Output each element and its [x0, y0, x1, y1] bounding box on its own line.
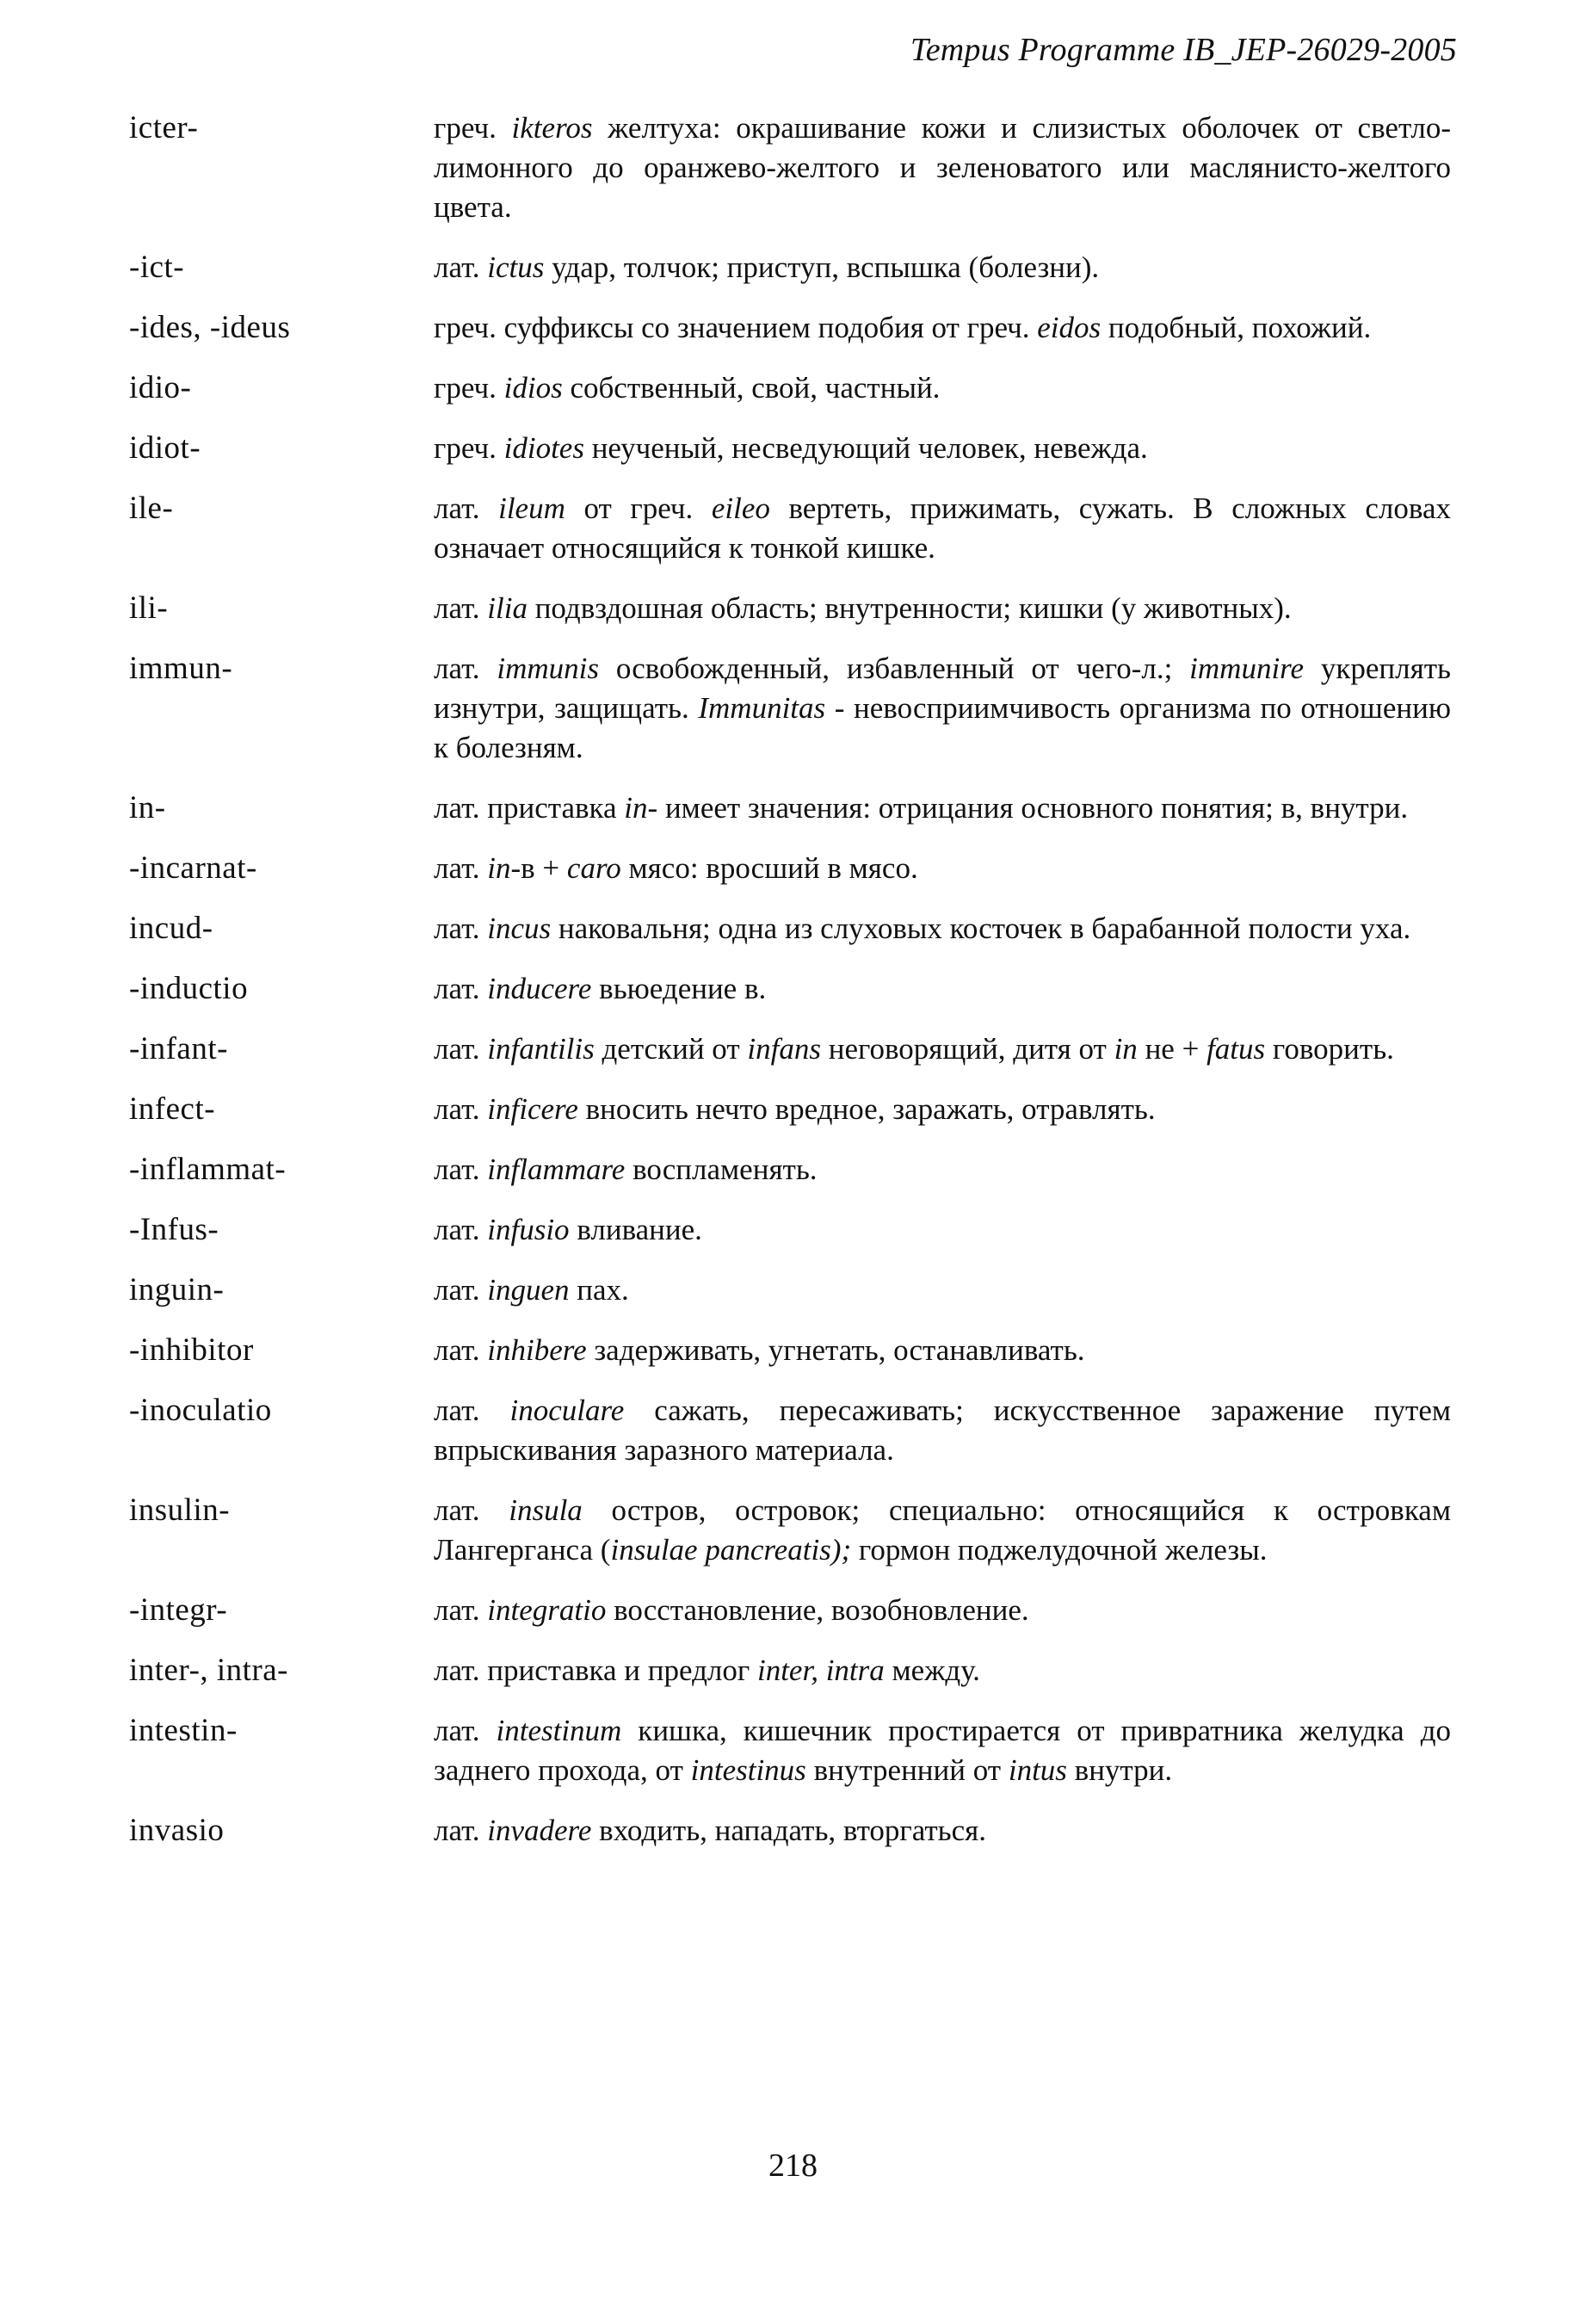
definition-text: лат.: [434, 1213, 488, 1246]
entry-definition: [434, 1591, 1451, 1630]
definition-latin-word: idios: [503, 371, 563, 405]
entry-definition: [434, 589, 1451, 628]
definition-text: вьюедение в.: [591, 972, 767, 1005]
definition-text: кишка, кишечник простирается от привратника желудка до заднего прохода, от: [434, 1714, 1451, 1787]
definition-text: лат.: [434, 1493, 509, 1527]
definition-text: задерживать, угнетать, останавливать.: [586, 1333, 1085, 1367]
definition-latin-word: insula: [509, 1493, 583, 1527]
entry-term: idio-: [129, 370, 192, 405]
definition-latin-word: invadere: [487, 1814, 592, 1847]
definition-text: лат. приставка: [434, 791, 625, 825]
glossary-entry: [129, 1591, 1451, 1630]
definition-latin-word: infusio: [487, 1213, 570, 1246]
definition-latin-word: inguen: [487, 1273, 570, 1307]
definition-latin-word: in-: [624, 791, 658, 825]
definition-latin-word: integratio: [487, 1593, 607, 1627]
definition-text: лат.: [434, 972, 488, 1005]
entry-definition: [434, 308, 1451, 348]
definition-text: сажать, пересаживать; искусственное заражение путем впрыскивания заразного материала.: [434, 1394, 1452, 1467]
definition-text: между.: [884, 1653, 980, 1687]
definition-text: лат.: [434, 1814, 488, 1847]
definition-latin-word: eileo: [711, 491, 770, 525]
definition-text: лат.: [434, 1394, 510, 1427]
definition-text: гормон поджелудочной железы.: [851, 1533, 1268, 1567]
entry-term: ile-: [129, 491, 174, 526]
entry-definition: [434, 1331, 1451, 1370]
definition-text: лат.: [434, 1593, 488, 1627]
glossary-entry: [129, 649, 1451, 768]
definition-latin-word: idiotes: [503, 431, 584, 465]
entry-definition: [434, 429, 1451, 468]
glossary-entry: [129, 1270, 1451, 1310]
definition-latin-word: intestinus: [690, 1753, 806, 1787]
glossary-entry: [129, 429, 1451, 468]
entry-term: idiot-: [129, 430, 201, 466]
definition-text: укреплять изнутри, защищать.: [434, 652, 1451, 725]
entry-term: immun-: [129, 651, 233, 686]
entry-term: intestin-: [129, 1713, 238, 1748]
entry-term: infect-: [129, 1091, 216, 1127]
entry-definition: [434, 849, 1451, 888]
definition-latin-word: immunis: [497, 652, 599, 685]
glossary-entry: [129, 1651, 1451, 1690]
definition-latin-word: ileum: [498, 491, 565, 525]
definition-latin-word: infantilis: [487, 1032, 595, 1066]
entry-term: ili-: [129, 590, 169, 626]
entry-definition: [434, 1711, 1451, 1790]
glossary-entry: [129, 1029, 1451, 1069]
definition-text: вертеть, прижимать, сужать. В сложных словах означает относящийся к тонкой кишке.: [434, 491, 1451, 565]
entry-term: icter-: [129, 110, 199, 145]
definition-text: освобожденный, избавленный от чего-л.;: [599, 652, 1190, 685]
definition-text: лат.: [434, 1714, 497, 1747]
definition-latin-word: inducere: [487, 972, 592, 1005]
glossary-list: [129, 108, 1451, 1871]
definition-text: внутренний от: [805, 1753, 1009, 1787]
entry-term: -Infus-: [129, 1212, 219, 1247]
definition-latin-word: inficere: [487, 1092, 578, 1126]
entry-term: inguin-: [129, 1272, 225, 1307]
entry-definition: [434, 1391, 1451, 1470]
entry-definition: [434, 1811, 1451, 1851]
entry-term: -inhibitor: [129, 1332, 254, 1368]
definition-text: лат.: [434, 250, 488, 284]
entry-term: inter-, intra-: [129, 1653, 289, 1688]
definition-latin-word: ikteros: [511, 111, 593, 145]
definition-latin-word: intus: [1008, 1753, 1067, 1787]
definition-latin-word: incus: [487, 912, 552, 945]
definition-latin-word: in: [1114, 1032, 1138, 1066]
glossary-entry: [129, 489, 1451, 568]
glossary-entry: [129, 1491, 1451, 1570]
definition-text: наковальня; одна из слуховых косточек в барабанной полости уха.: [551, 912, 1411, 945]
definition-latin-word: Immunitas: [698, 691, 826, 725]
glossary-entry: [129, 589, 1451, 628]
definition-text: мясо: вросший в мясо.: [620, 851, 918, 885]
definition-text: - невосприимчивость организма по отношению к болезням.: [434, 691, 1451, 764]
definition-text: не +: [1137, 1032, 1207, 1066]
entry-definition: [434, 1651, 1451, 1690]
entry-term: -incarnat-: [129, 850, 257, 886]
entry-term: invasio: [129, 1813, 225, 1848]
definition-latin-word: ilia: [487, 591, 528, 625]
glossary-entry: [129, 368, 1451, 408]
glossary-entry: [129, 1711, 1451, 1790]
definition-latin-word: ictus: [487, 250, 545, 284]
definition-text: детский от: [594, 1032, 748, 1066]
glossary-entry: [129, 308, 1451, 348]
entry-term: -integr-: [129, 1592, 228, 1628]
glossary-entry: [129, 108, 1451, 227]
definition-latin-word: inflammare: [487, 1153, 626, 1186]
entry-term: insulin-: [129, 1493, 231, 1528]
definition-latin-word: inoculare: [509, 1394, 625, 1427]
entry-definition: [434, 788, 1451, 828]
definition-text: пах.: [569, 1273, 629, 1307]
definition-text: лат.: [434, 1153, 488, 1186]
entry-term: -infant-: [129, 1031, 228, 1066]
definition-latin-word: infans: [747, 1032, 821, 1066]
entry-definition: [434, 1210, 1451, 1250]
entry-term: -inflammat-: [129, 1152, 287, 1187]
definition-text: желтуха: окрашивание кожи и слизистых оболочек от светло-лимонного до оранжево-желтого и зеленоватого или маслянисто-желтого цвета.: [434, 111, 1451, 224]
definition-text: лат. приставка и предлог: [434, 1653, 757, 1687]
definition-text: лат.: [434, 591, 488, 625]
definition-text: говорить.: [1265, 1032, 1394, 1066]
definition-text: подвздошная область; внутренности; кишки (у животных).: [527, 591, 1292, 625]
entry-term: in-: [129, 790, 166, 825]
entry-definition: [434, 649, 1451, 768]
definition-text: лат.: [434, 912, 488, 945]
definition-latin-word: inter, intra: [756, 1653, 885, 1687]
definition-text: лат.: [434, 1273, 488, 1307]
entry-definition: [434, 368, 1451, 408]
entry-definition: [434, 108, 1451, 227]
definition-text: собственный, свой, частный.: [562, 371, 941, 405]
definition-latin-word: immunire: [1189, 652, 1305, 685]
entry-term: incud-: [129, 911, 213, 946]
entry-definition: [434, 1029, 1451, 1069]
definition-text: восстановление, возобновление.: [606, 1593, 1029, 1627]
definition-text: в +: [521, 851, 567, 885]
definition-text: греч.: [434, 111, 512, 145]
definition-text: от греч.: [565, 491, 712, 525]
entry-term: -inductio: [129, 971, 249, 1006]
definition-text: воспламенять.: [625, 1153, 818, 1186]
entry-definition: [434, 1491, 1451, 1570]
entry-definition: [434, 1270, 1451, 1310]
definition-text: лат.: [434, 652, 497, 685]
glossary-entry: [129, 849, 1451, 888]
definition-text: входить, нападать, вторгаться.: [591, 1814, 987, 1847]
definition-latin-word: eidos: [1037, 311, 1102, 344]
definition-text: греч.: [434, 371, 504, 405]
definition-text: внутри.: [1066, 1753, 1173, 1787]
glossary-entry: [129, 1210, 1451, 1250]
glossary-entry: [129, 969, 1451, 1009]
definition-latin-word: intestinum: [496, 1714, 622, 1747]
definition-text: неученый, несведующий человек, невежда.: [583, 431, 1148, 465]
definition-text: греч.: [434, 431, 504, 465]
definition-text: лат.: [434, 1333, 488, 1367]
entry-term: -ict-: [129, 250, 185, 285]
entry-definition: [434, 489, 1451, 568]
glossary-entry: [129, 1331, 1451, 1370]
running-header: Tempus Programme IB_JEP-26029-2005: [910, 32, 1457, 68]
definition-text: лат.: [434, 851, 488, 885]
glossary-entry: [129, 1391, 1451, 1470]
entry-definition: [434, 909, 1451, 949]
entry-definition: [434, 1150, 1451, 1190]
entry-definition: [434, 969, 1451, 1009]
entry-definition: [434, 1090, 1451, 1129]
entry-definition: [434, 248, 1451, 287]
glossary-entry: [129, 788, 1451, 828]
glossary-entry: [129, 909, 1451, 949]
definition-text: имеет значения: отрицания основного понятия; в, внутри.: [657, 791, 1409, 825]
entry-term: -inoculatio: [129, 1393, 272, 1428]
definition-text: лат.: [434, 491, 499, 525]
page-number: 218: [768, 2148, 818, 2184]
definition-latin-word: fatus: [1206, 1032, 1266, 1066]
definition-text: вносить нечто вредное, заражать, отравлять.: [577, 1092, 1156, 1126]
definition-latin-word: caro: [566, 851, 621, 885]
glossary-entry: [129, 1811, 1451, 1851]
definition-text: остров, островок; специально: относящийся к островкам Лангерганса (: [434, 1493, 1451, 1567]
definition-latin-word: insulae pancreatis);: [610, 1533, 852, 1567]
definition-text: лат.: [434, 1032, 488, 1066]
definition-text: неговорящий, дитя от: [820, 1032, 1114, 1066]
definition-text: греч. суффиксы со значением подобия от греч.: [434, 311, 1038, 344]
definition-latin-word: in-: [487, 851, 521, 885]
entry-term: -ides, -ideus: [129, 310, 291, 345]
glossary-entry: [129, 248, 1451, 287]
definition-text: удар, толчок; приступ, вспышка (болезни).: [544, 250, 1100, 284]
definition-text: вливание.: [569, 1213, 702, 1246]
definition-text: лат.: [434, 1092, 488, 1126]
glossary-entry: [129, 1090, 1451, 1129]
definition-latin-word: inhibere: [487, 1333, 587, 1367]
definition-text: подобный, похожий.: [1101, 311, 1372, 344]
glossary-entry: [129, 1150, 1451, 1190]
